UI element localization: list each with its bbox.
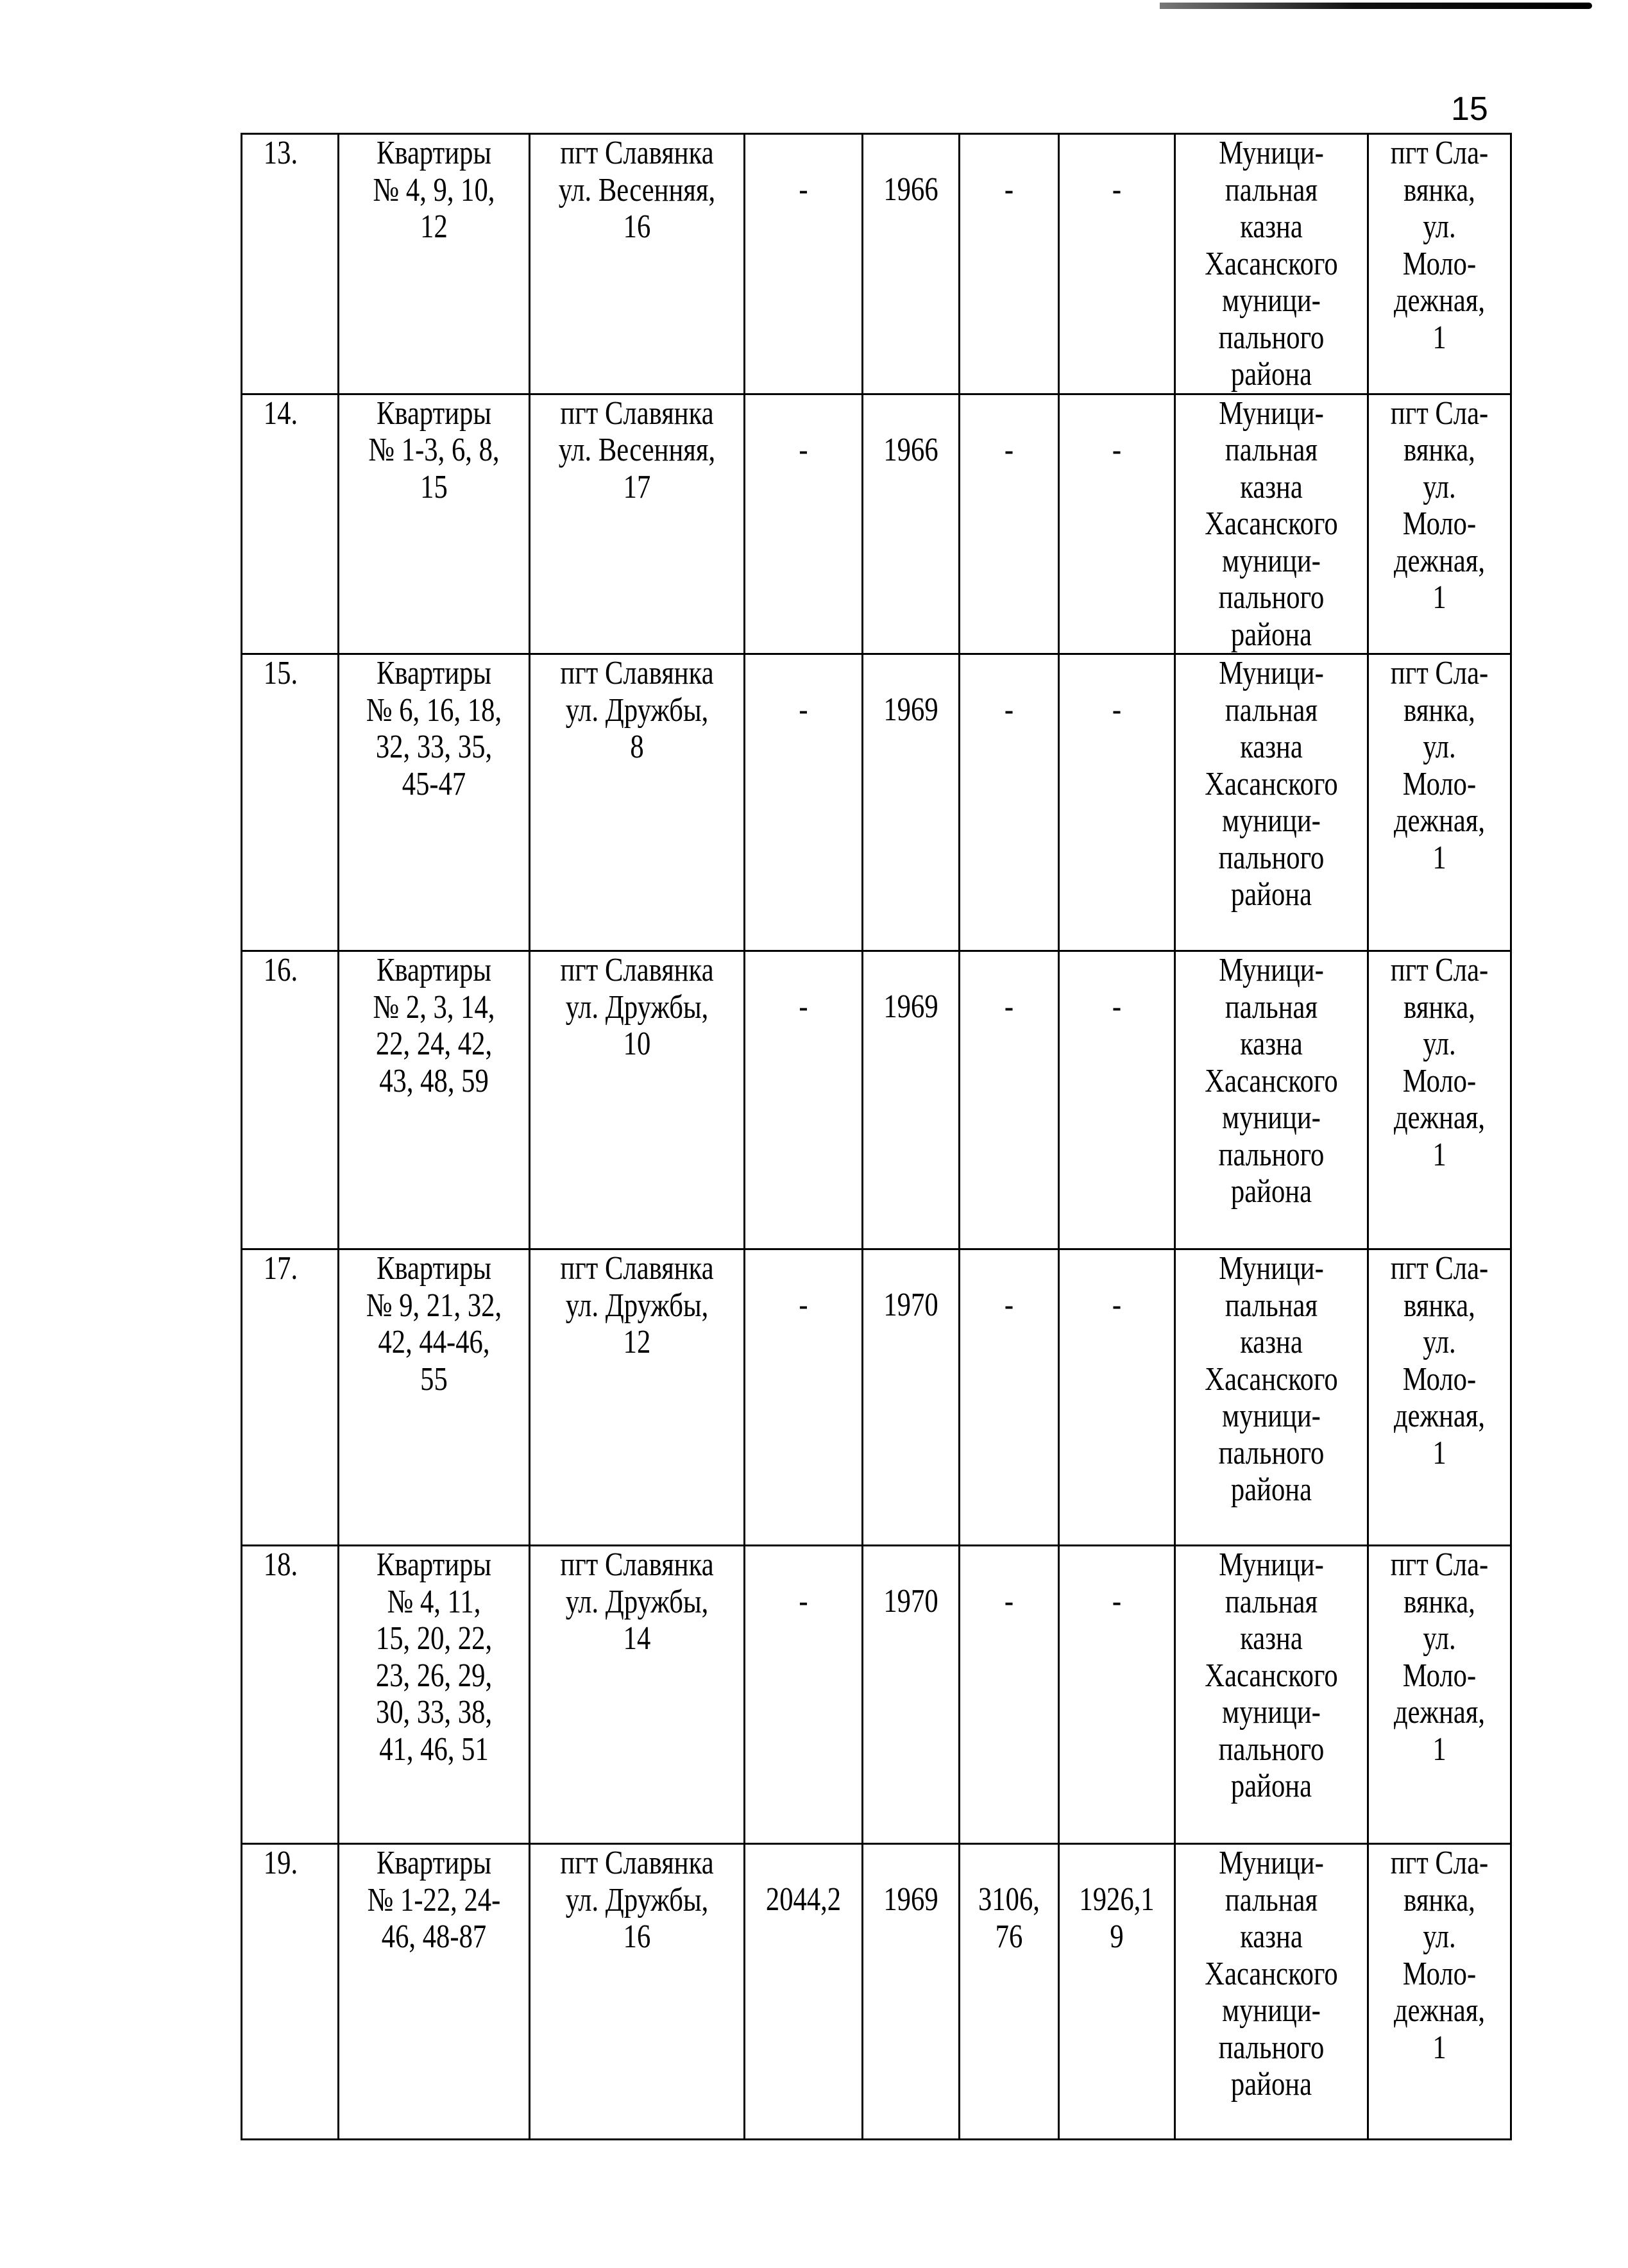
cell-text-line: 10 xyxy=(623,1026,651,1062)
cell-text-line: 2044,2 xyxy=(765,1881,842,1918)
cell-text-line: дежная, xyxy=(1393,542,1486,579)
cell-text-line: района xyxy=(1230,1173,1312,1210)
cell-text-line: - xyxy=(1112,431,1122,468)
cell-apartments xyxy=(339,394,530,654)
cell-value-2 xyxy=(1059,1844,1175,2140)
cell-text-line: - xyxy=(799,691,808,728)
cell-owner xyxy=(1175,654,1368,951)
cell-text-line: ул. xyxy=(1423,1324,1456,1360)
cell-text-line: Моло- xyxy=(1402,765,1477,802)
cell-year xyxy=(863,134,960,394)
cell-number xyxy=(242,1844,339,2140)
cell-text-line: 14. xyxy=(263,394,298,432)
cell-text-line: - xyxy=(1004,691,1014,728)
cell-text-line: пальная xyxy=(1225,988,1318,1026)
cell-text-line: Квартиры xyxy=(376,655,492,691)
cell-owner-address xyxy=(1368,654,1511,951)
cell-text-line: пгт Славянка xyxy=(560,1845,714,1881)
cell-text-line: пгт Сла- xyxy=(1390,1845,1489,1881)
cell-owner-address xyxy=(1368,1844,1511,2140)
cell-text-line: муници- xyxy=(1222,282,1321,319)
cell-area xyxy=(745,951,863,1249)
cell-text-line: 1 xyxy=(1432,839,1446,876)
cell-text-line: - xyxy=(799,1287,808,1323)
cell-text-line: 1966 xyxy=(883,171,938,208)
cell-text-line: 15 xyxy=(420,468,448,505)
table-row xyxy=(242,1844,1511,2140)
cell-value-1 xyxy=(960,654,1059,951)
cell-text-line: района xyxy=(1230,616,1312,653)
cell-text-line: - xyxy=(1112,691,1122,728)
cell-text-line: вянка, xyxy=(1403,988,1475,1026)
cell-text-line: казна xyxy=(1240,468,1303,505)
cell-text-line: - xyxy=(1004,988,1014,1025)
cell-value-2 xyxy=(1059,134,1175,394)
cell-apartments xyxy=(339,1249,530,1546)
cell-text-line: вянка, xyxy=(1403,432,1475,468)
cell-area xyxy=(745,1546,863,1844)
cell-text-line: пгт Славянка xyxy=(560,655,714,691)
cell-text-line: вянка, xyxy=(1403,1583,1475,1620)
cell-text-line: 76 xyxy=(995,1918,1023,1955)
cell-text-line: - xyxy=(1112,1583,1122,1620)
cell-text-line: района xyxy=(1230,876,1312,913)
cell-number xyxy=(242,1546,339,1844)
cell-text-line: 12 xyxy=(623,1324,651,1360)
cell-address xyxy=(530,1249,745,1546)
table-row xyxy=(242,394,1511,654)
cell-text-line: 1970 xyxy=(883,1583,938,1620)
cell-text-line: ул. Весенняя, xyxy=(558,432,716,468)
cell-text-line: дежная, xyxy=(1393,282,1486,319)
cell-value-1 xyxy=(960,134,1059,394)
cell-text-line: казна xyxy=(1240,208,1303,245)
cell-text-line: муници- xyxy=(1222,1992,1321,2029)
cell-text-line: 1969 xyxy=(883,1881,938,1918)
cell-address xyxy=(530,1844,745,2140)
cell-text-line: ул. xyxy=(1423,729,1456,765)
cell-text-line: Моло- xyxy=(1402,1360,1477,1398)
cell-year xyxy=(863,654,960,951)
cell-text-line: Квартиры xyxy=(376,1845,492,1881)
cell-year xyxy=(863,1546,960,1844)
cell-text-line: 17. xyxy=(263,1250,298,1287)
cell-text-line: 16 xyxy=(623,208,651,245)
cell-text-line: Квартиры xyxy=(376,1546,492,1583)
cell-apartments xyxy=(339,654,530,951)
cell-text-line: пгт Сла- xyxy=(1390,135,1489,171)
cell-text-line: района xyxy=(1230,1471,1312,1508)
cell-text-line: 1 xyxy=(1432,1731,1446,1768)
cell-text-line: 19. xyxy=(263,1845,298,1881)
cell-text-line: пгт Славянка xyxy=(560,1250,714,1287)
cell-text-line: ул. xyxy=(1423,1918,1456,1955)
cell-text-line: пгт Славянка xyxy=(560,135,714,171)
cell-owner xyxy=(1175,134,1368,394)
cell-area xyxy=(745,1249,863,1546)
cell-text-line: казна xyxy=(1240,729,1303,765)
cell-text-line: 55 xyxy=(420,1360,448,1398)
cell-text-line: пгт Славянка xyxy=(560,394,714,432)
cell-value-2 xyxy=(1059,1249,1175,1546)
cell-apartments xyxy=(339,1546,530,1844)
cell-year xyxy=(863,1249,960,1546)
cell-text-line: пальная xyxy=(1225,432,1318,468)
cell-text-line: пальная xyxy=(1225,691,1318,729)
cell-text-line: 1966 xyxy=(883,431,938,468)
cell-text-line: района xyxy=(1230,1768,1312,1804)
cell-text-line: Хасанского xyxy=(1205,505,1338,542)
cell-text-line: 3106, xyxy=(978,1881,1040,1918)
cell-text-line: пгт Славянка xyxy=(560,952,714,988)
cell-text-line: 12 xyxy=(420,208,448,245)
cell-text-line: ул. Дружбы, xyxy=(565,1583,709,1620)
cell-owner-address xyxy=(1368,134,1511,394)
cell-text-line: Моло- xyxy=(1402,505,1477,542)
cell-text-line: Моло- xyxy=(1402,1955,1477,1992)
page-number: 15 xyxy=(1451,90,1488,128)
cell-text-line: 1 xyxy=(1432,579,1446,616)
cell-text-line: пального xyxy=(1218,1434,1325,1471)
cell-text-line: вянка, xyxy=(1403,1881,1475,1918)
cell-number xyxy=(242,394,339,654)
cell-text-line: ул. Дружбы, xyxy=(565,988,709,1026)
cell-text-line: ул. xyxy=(1423,1026,1456,1062)
cell-text-line: № 1-22, 24- xyxy=(367,1881,501,1918)
table-row xyxy=(242,654,1511,951)
cell-text-line: Квартиры xyxy=(376,952,492,988)
cell-text-line: казна xyxy=(1240,1918,1303,1955)
cell-text-line: вянка, xyxy=(1403,1287,1475,1324)
cell-text-line: 1 xyxy=(1432,2029,1446,2066)
cell-text-line: вянка, xyxy=(1403,691,1475,729)
cell-address xyxy=(530,1546,745,1844)
cell-text-line: Квартиры xyxy=(376,135,492,171)
cell-text-line: Хасанского xyxy=(1205,1955,1338,1992)
table-row xyxy=(242,134,1511,394)
cell-text-line: № 9, 21, 32, xyxy=(366,1287,502,1324)
cell-text-line: дежная, xyxy=(1393,1992,1486,2029)
cell-number xyxy=(242,951,339,1249)
cell-area xyxy=(745,654,863,951)
cell-owner xyxy=(1175,951,1368,1249)
cell-text-line: ул. xyxy=(1423,468,1456,505)
cell-text-line: - xyxy=(1112,988,1122,1025)
cell-text-line: пального xyxy=(1218,579,1325,616)
cell-text-line: Моло- xyxy=(1402,245,1477,282)
cell-text-line: 13. xyxy=(263,135,298,171)
cell-text-line: пгт Сла- xyxy=(1390,1546,1489,1583)
cell-text-line: № 4, 11, xyxy=(387,1583,481,1620)
table-row xyxy=(242,1249,1511,1546)
cell-text-line: Моло- xyxy=(1402,1062,1477,1099)
cell-text-line: - xyxy=(799,431,808,468)
cell-area xyxy=(745,134,863,394)
cell-text-line: дежная, xyxy=(1393,1099,1486,1136)
cell-text-line: Квартиры xyxy=(376,1250,492,1287)
cell-apartments xyxy=(339,951,530,1249)
cell-text-line: 1 xyxy=(1432,319,1446,356)
cell-text-line: муници- xyxy=(1222,802,1321,839)
cell-text-line: 1969 xyxy=(883,988,938,1025)
cell-text-line: 16 xyxy=(623,1918,651,1955)
cell-text-line: 15, 20, 22, xyxy=(375,1620,493,1657)
cell-owner-address xyxy=(1368,951,1511,1249)
cell-address xyxy=(530,951,745,1249)
cell-value-1 xyxy=(960,951,1059,1249)
cell-text-line: 17 xyxy=(623,468,651,505)
cell-text-line: пального xyxy=(1218,1136,1325,1173)
cell-text-line: - xyxy=(1004,171,1014,208)
cell-text-line: № 6, 16, 18, xyxy=(366,691,502,729)
cell-text-line: Муници- xyxy=(1219,952,1324,988)
cell-text-line: 1926,1 xyxy=(1079,1881,1155,1918)
cell-text-line: Муници- xyxy=(1219,135,1324,171)
cell-text-line: 1970 xyxy=(883,1287,938,1323)
cell-text-line: муници- xyxy=(1222,1398,1321,1434)
cell-text-line: ул. Весенняя, xyxy=(558,171,716,208)
cell-text-line: пального xyxy=(1218,1731,1325,1768)
cell-text-line: - xyxy=(799,171,808,208)
cell-text-line: Квартиры xyxy=(376,394,492,432)
cell-text-line: № 2, 3, 14, xyxy=(373,988,495,1026)
cell-value-2 xyxy=(1059,1546,1175,1844)
cell-text-line: Муници- xyxy=(1219,655,1324,691)
cell-value-2 xyxy=(1059,394,1175,654)
cell-text-line: ул. Дружбы, xyxy=(565,691,709,729)
cell-owner xyxy=(1175,1249,1368,1546)
cell-text-line: 22, 24, 42, xyxy=(375,1026,493,1062)
cell-owner xyxy=(1175,1844,1368,2140)
cell-text-line: муници- xyxy=(1222,1694,1321,1731)
cell-text-line: Муници- xyxy=(1219,1845,1324,1881)
cell-text-line: 32, 33, 35, xyxy=(375,729,493,765)
cell-text-line: 41, 46, 51 xyxy=(379,1731,489,1768)
cell-text-line: дежная, xyxy=(1393,802,1486,839)
cell-text-line: 1 xyxy=(1432,1434,1446,1471)
cell-text-line: - xyxy=(1004,1287,1014,1323)
cell-text-line: пальная xyxy=(1225,1881,1318,1918)
cell-text-line: пгт Славянка xyxy=(560,1546,714,1583)
cell-owner-address xyxy=(1368,1249,1511,1546)
cell-text-line: Моло- xyxy=(1402,1657,1477,1694)
cell-owner xyxy=(1175,1546,1368,1844)
cell-text-line: ул. Дружбы, xyxy=(565,1287,709,1324)
cell-text-line: - xyxy=(799,1583,808,1620)
cell-number xyxy=(242,134,339,394)
cell-text-line: 16. xyxy=(263,952,298,988)
cell-number xyxy=(242,654,339,951)
cell-address xyxy=(530,134,745,394)
cell-text-line: ул. xyxy=(1423,1620,1456,1657)
cell-text-line: - xyxy=(1112,1287,1122,1323)
cell-owner xyxy=(1175,394,1368,654)
cell-text-line: Хасанского xyxy=(1205,1657,1338,1694)
cell-text-line: № 4, 9, 10, xyxy=(373,171,495,208)
cell-text-line: дежная, xyxy=(1393,1694,1486,1731)
cell-text-line: Хасанского xyxy=(1205,1062,1338,1099)
cell-text-line: пгт Сла- xyxy=(1390,952,1489,988)
cell-text-line: ул. xyxy=(1423,208,1456,245)
cell-address xyxy=(530,394,745,654)
cell-text-line: муници- xyxy=(1222,542,1321,579)
cell-text-line: дежная, xyxy=(1393,1398,1486,1434)
cell-text-line: муници- xyxy=(1222,1099,1321,1136)
cell-text-line: Муници- xyxy=(1219,1250,1324,1287)
cell-text-line: казна xyxy=(1240,1620,1303,1657)
cell-text-line: Хасанского xyxy=(1205,765,1338,802)
cell-text-line: пгт Сла- xyxy=(1390,655,1489,691)
cell-text-line: Хасанского xyxy=(1205,245,1338,282)
cell-text-line: ул. Дружбы, xyxy=(565,1881,709,1918)
cell-number xyxy=(242,1249,339,1546)
cell-text-line: 8 xyxy=(630,729,644,765)
cell-area xyxy=(745,1844,863,2140)
cell-text-line: пального xyxy=(1218,319,1325,356)
property-table xyxy=(241,133,1512,2140)
cell-text-line: 45-47 xyxy=(402,765,466,802)
cell-text-line: Муници- xyxy=(1219,1546,1324,1583)
cell-value-1 xyxy=(960,1844,1059,2140)
cell-year xyxy=(863,1844,960,2140)
cell-text-line: казна xyxy=(1240,1324,1303,1360)
cell-text-line: 18. xyxy=(263,1546,298,1583)
cell-text-line: 15. xyxy=(263,655,298,691)
cell-value-2 xyxy=(1059,654,1175,951)
cell-value-1 xyxy=(960,394,1059,654)
cell-text-line: пгт Сла- xyxy=(1390,1250,1489,1287)
table-row xyxy=(242,1546,1511,1844)
cell-text-line: 46, 48-87 xyxy=(381,1918,487,1955)
cell-text-line: 1 xyxy=(1432,1136,1446,1173)
table-row xyxy=(242,951,1511,1249)
cell-text-line: 43, 48, 59 xyxy=(379,1062,489,1099)
cell-text-line: пального xyxy=(1218,839,1325,876)
cell-text-line: пальная xyxy=(1225,1287,1318,1324)
cell-text-line: 30, 33, 38, xyxy=(375,1694,493,1731)
cell-text-line: - xyxy=(1112,171,1122,208)
cell-value-1 xyxy=(960,1249,1059,1546)
cell-text-line: № 1-3, 6, 8, xyxy=(368,432,500,468)
cell-text-line: пальная xyxy=(1225,171,1318,208)
cell-text-line: района xyxy=(1230,2066,1312,2103)
cell-text-line: вянка, xyxy=(1403,171,1475,208)
cell-text-line: 23, 26, 29, xyxy=(375,1657,493,1694)
cell-apartments xyxy=(339,1844,530,2140)
cell-text-line: 1969 xyxy=(883,691,938,728)
cell-text-line: пальная xyxy=(1225,1583,1318,1620)
scan-edge-line xyxy=(1160,3,1592,9)
cell-text-line: пгт Сла- xyxy=(1390,394,1489,432)
cell-text-line: района xyxy=(1230,356,1312,393)
cell-value-2 xyxy=(1059,951,1175,1249)
cell-text-line: - xyxy=(799,988,808,1025)
cell-address xyxy=(530,654,745,951)
cell-year xyxy=(863,394,960,654)
cell-text-line: 14 xyxy=(623,1620,651,1657)
cell-text-line: 42, 44-46, xyxy=(378,1324,490,1360)
cell-text-line: казна xyxy=(1240,1026,1303,1062)
cell-year xyxy=(863,951,960,1249)
cell-apartments xyxy=(339,134,530,394)
cell-owner-address xyxy=(1368,1546,1511,1844)
cell-value-1 xyxy=(960,1546,1059,1844)
cell-text-line: Муници- xyxy=(1219,394,1324,432)
cell-text-line: Хасанского xyxy=(1205,1360,1338,1398)
cell-owner-address xyxy=(1368,394,1511,654)
cell-text-line: - xyxy=(1004,431,1014,468)
cell-area xyxy=(745,394,863,654)
cell-text-line: - xyxy=(1004,1583,1014,1620)
cell-text-line: пального xyxy=(1218,2029,1325,2066)
cell-text-line: 9 xyxy=(1110,1918,1124,1955)
